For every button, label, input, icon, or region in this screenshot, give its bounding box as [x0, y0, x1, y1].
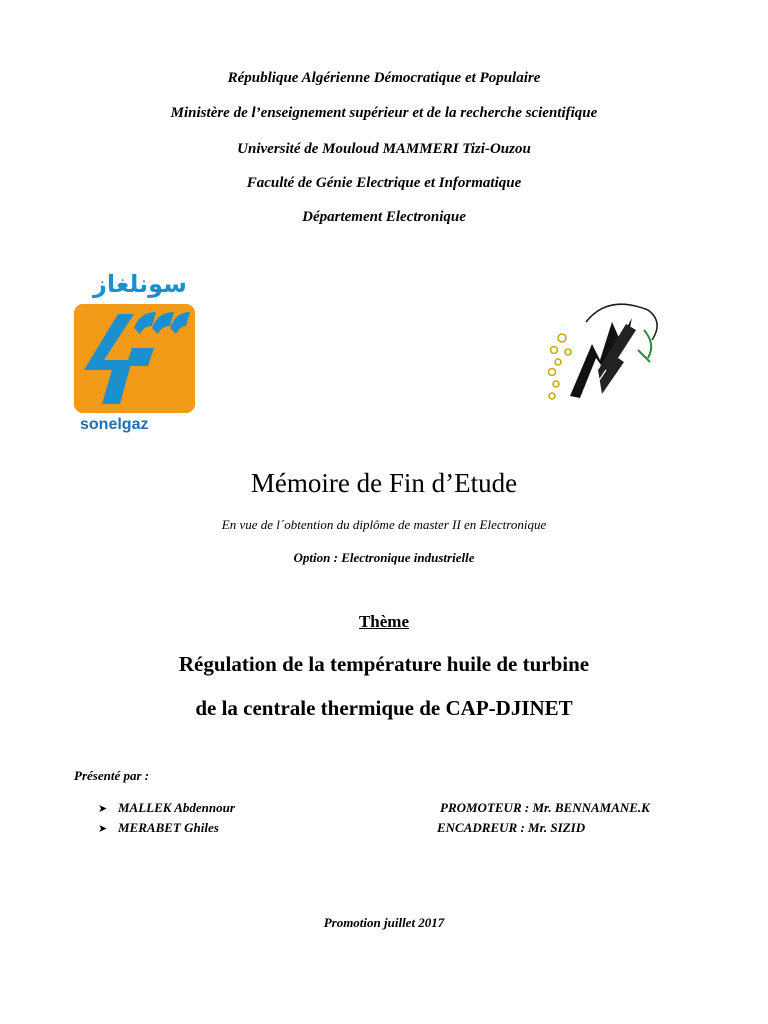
sonelgaz-mark-icon	[74, 304, 195, 413]
student-item	[98, 800, 235, 816]
degree-subtitle: En vue de l´obtention du diplôme de master II en Electronique	[221, 517, 547, 532]
document-title: Mémoire de Fin d’Etude	[250, 468, 518, 498]
presented-by-label: Présenté par :	[74, 768, 150, 783]
student-name: MERABET Ghiles	[118, 820, 219, 835]
theme-heading: Thème	[358, 612, 410, 631]
arrow-bullet-icon: ➤	[98, 802, 108, 815]
header-ministry: Ministère de l’enseignement supérieur et de la recherche scientifique	[170, 105, 598, 121]
header-faculty: Faculté de Génie Electrique et Informatique	[246, 175, 522, 191]
header-department: Département Electronique	[302, 209, 466, 225]
university-emblem-icon	[540, 300, 664, 406]
sonelgaz-logo	[74, 304, 195, 413]
option-label: Option : Electronique industrielle	[293, 550, 475, 565]
theme-title-line-1: Régulation de la température huile de turbine	[178, 652, 590, 676]
arrow-bullet-icon: ➤	[98, 822, 108, 835]
promoteur-line: PROMOTEUR : Mr. BENNAMANE.K	[440, 800, 650, 815]
header-republic: République Algérienne Démocratique et Populaire	[227, 70, 541, 86]
promotion-date: Promotion juillet 2017	[323, 915, 445, 930]
encadreur-line: ENCADREUR : Mr. SIZID	[437, 820, 586, 835]
student-name: MALLEK Abdennour	[118, 800, 235, 815]
student-item	[98, 820, 219, 836]
header-university: Université de Mouloud MAMMERI Tizi-Ouzou	[237, 141, 531, 157]
theme-title-line-2: de la centrale thermique de CAP-DJINET	[195, 696, 573, 720]
sonelgaz-arabic-wordmark: سونلغاز	[93, 270, 187, 298]
sonelgaz-wordmark: sonelgaz	[80, 416, 149, 433]
